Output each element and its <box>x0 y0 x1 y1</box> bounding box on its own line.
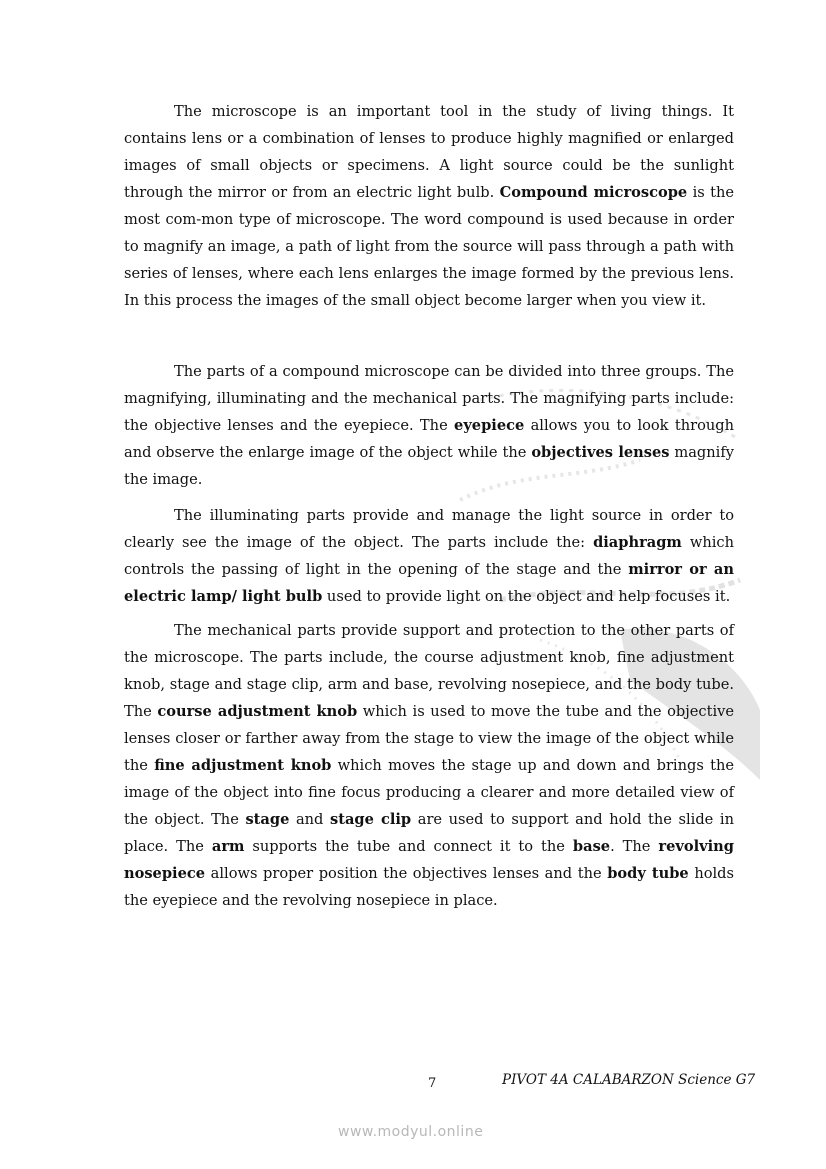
text-run: allows proper position the objectives lenses and the <box>205 865 608 882</box>
text-run: and <box>289 811 331 828</box>
text-run: The illuminating parts provide and manage the light source in order to clearly see the image of the object. The parts include the: <box>124 507 734 551</box>
text-run: which controls the passing of light in the opening of the stage and the <box>124 534 734 578</box>
bold-term: stage clip <box>330 811 412 828</box>
text-run: is the most com-mon type of microscope. The word compound is used because in order to magnify an image, a path of light from the source will pass through a path with series of lenses, where each lens enlarges the image formed by the previous lens. In this process the images of the small object become larger when you view it. <box>124 184 734 309</box>
paragraph-magnifying-parts <box>124 358 734 493</box>
text-run: . The <box>610 838 659 855</box>
text-run: The mechanical parts provide support and protection to the other parts of the microscope. The parts include, the course adjustment knob, fine adjustment knob, stage and stage clip, arm and base, revolving nosepiece, and the body tube. The <box>124 622 734 720</box>
text-run: used to provide light on the object and help focuses it. <box>322 588 731 605</box>
text-run: are used to support and hold the slide in place. The <box>124 811 734 855</box>
bold-term: mirror or an electric lamp/ light bulb <box>124 561 734 605</box>
bold-term: Compound microscope <box>499 184 688 201</box>
paragraph-intro <box>124 98 734 314</box>
bold-term: course adjustment knob <box>157 703 358 720</box>
bold-term: stage <box>245 811 290 828</box>
text-run: magnify the image. <box>124 444 734 488</box>
bold-term: body tube <box>607 865 689 882</box>
site-watermark: www.modyul.online <box>338 1124 484 1140</box>
text-run: which moves the stage up and down and brings the image of the object into fine focus producing a clearer and more detailed view of the object. The <box>124 757 734 828</box>
bold-term: base <box>572 838 611 855</box>
bold-term: fine adjustment knob <box>154 757 332 774</box>
bold-term: revolving nosepiece <box>124 838 734 882</box>
bold-term: objectives lenses <box>531 444 670 461</box>
bold-term: arm <box>211 838 245 855</box>
paragraph-mechanical-parts <box>124 617 734 914</box>
text-run: holds the eyepiece and the revolving nosepiece in place. <box>124 865 734 909</box>
text-run: allows you to look through and observe the enlarge image of the object while the <box>124 417 735 461</box>
page-number: 7 <box>428 1076 437 1091</box>
paragraph-illuminating-parts <box>124 502 734 610</box>
bold-term: diaphragm <box>593 534 682 551</box>
text-run: The parts of a compound microscope can be divided into three groups. The magnifying, illuminating and the mechanical parts. The magnifying parts include: the objective lenses and the eyepiece. The <box>124 363 734 434</box>
text-run: which is used to move the tube and the objective lenses closer or farther away from the stage to view the image of the object while the <box>124 703 734 774</box>
text-run: The microscope is an important tool in the study of living things. It contains lens or a combination of lenses to produce highly magnified or enlarged images of small objects or specimens. A light source could be the sunlight through the mirror or from an electric light bulb. <box>124 103 734 201</box>
text-run: supports the tube and connect it to the <box>244 838 573 855</box>
bold-term: eyepiece <box>454 417 525 434</box>
footer-title: PIVOT 4A CALABARZON Science G7 <box>502 1072 756 1088</box>
